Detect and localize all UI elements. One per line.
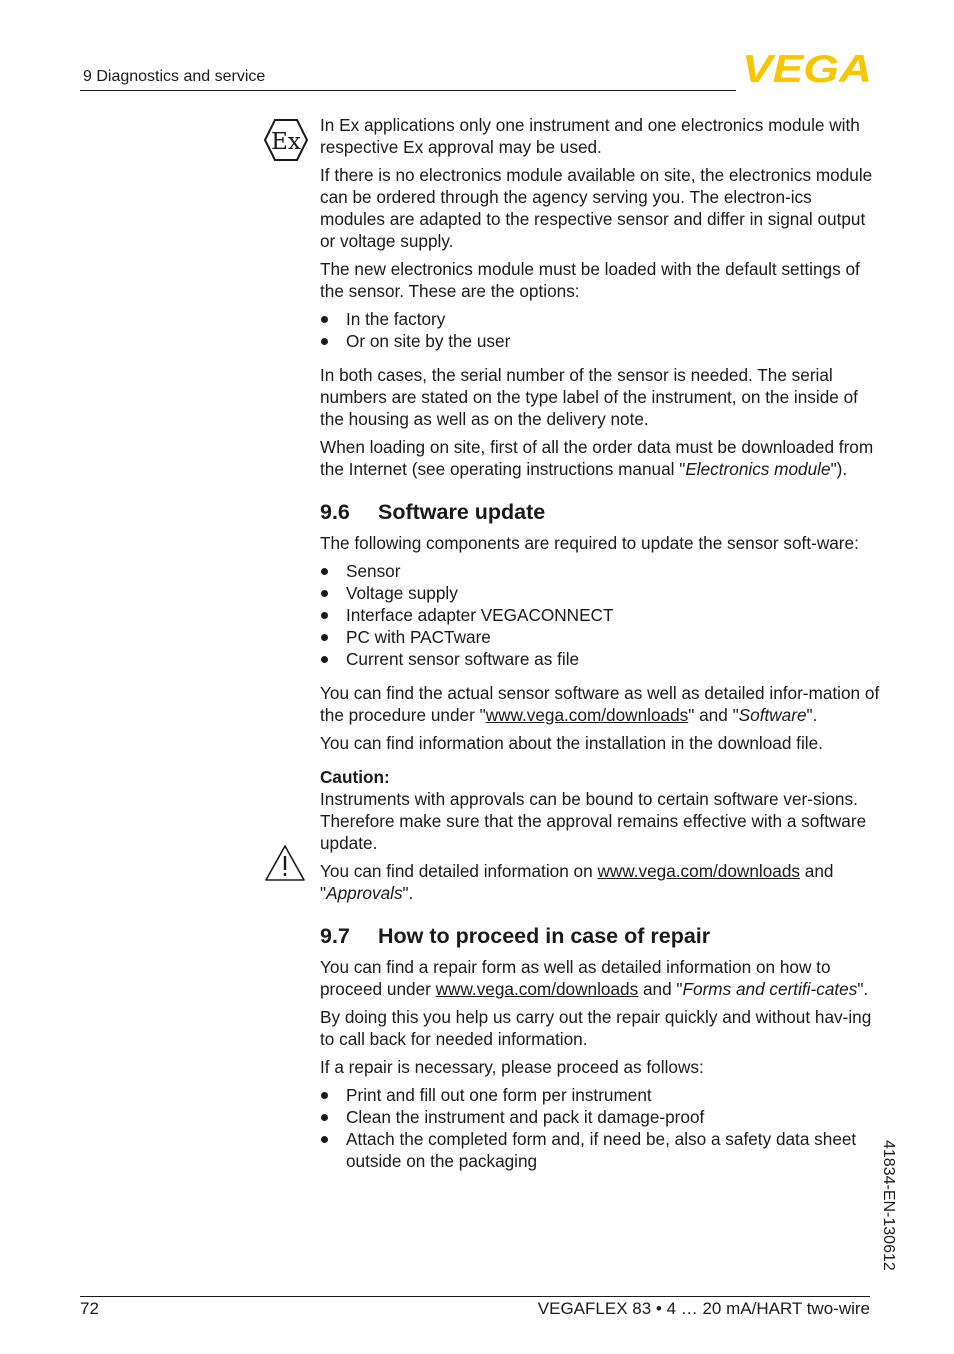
text-run: and " xyxy=(320,861,834,903)
caution-label: Caution: xyxy=(320,767,390,787)
software-components-list xyxy=(320,560,880,670)
list-item: Or on site by the user xyxy=(320,330,880,352)
ex-paragraph-5 xyxy=(320,436,880,480)
page-number: 72 xyxy=(80,1299,99,1318)
ex-approval-icon xyxy=(264,118,308,162)
text-run: "). xyxy=(830,459,848,479)
list-item: Attach the completed form and, if need be, also a safety data sheet outside on the packaging xyxy=(320,1128,880,1172)
text-run: When loading on site, first of all the order data must be downloaded from the Internet (see operating instructions manual " xyxy=(320,437,874,479)
main-content xyxy=(320,114,880,1184)
ex-paragraph-2: If there is no electronics module available on site, the electronics module can be ordered through the agency serving you. The electron-ics modules are adapted to the respective sensor and differ in signal output or voltage supply. xyxy=(320,165,873,251)
downloads-link[interactable]: www.vega.com/downloads xyxy=(485,705,689,725)
section-title: Software update xyxy=(378,500,546,524)
emphasis-approvals: Approvals xyxy=(326,883,403,903)
repair-paragraph-3: If a repair is necessary, please proceed as follows: xyxy=(320,1057,704,1077)
downloads-link[interactable]: www.vega.com/downloads xyxy=(597,861,800,881)
document-code: 41834-EN-130612 xyxy=(880,1140,897,1271)
caution-triangle-icon xyxy=(264,844,306,882)
text-run: You can find detailed information on xyxy=(320,861,598,881)
downloads-link[interactable]: www.vega.com/downloads xyxy=(435,979,639,999)
text-run: ". xyxy=(402,883,414,903)
list-item: Sensor xyxy=(320,560,880,582)
caution-paragraph-2 xyxy=(320,860,880,904)
list-item: Print and fill out one form per instrument xyxy=(320,1084,880,1106)
software-paragraph-2: You can find information about the installation in the download file. xyxy=(320,733,823,753)
ex-paragraph-1: In Ex applications only one instrument and one electronics module with respective Ex approval may be used. xyxy=(320,115,860,157)
software-paragraph-1 xyxy=(320,682,880,726)
ex-paragraph-3: The new electronics module must be loaded with the default settings of the sensor. These are the options: xyxy=(320,259,860,301)
loading-options-list xyxy=(320,308,880,352)
svg-text:Ex: Ex xyxy=(271,129,301,155)
section-number: 9.7 xyxy=(320,924,350,948)
text-run: " and " xyxy=(688,705,739,725)
text-run: You can find a repair form as well as detailed information on how to proceed under xyxy=(320,957,831,999)
header-rule xyxy=(80,90,736,91)
repair-paragraph-2: By doing this you help us carry out the repair quickly and without hav-ing to call back for needed information. xyxy=(320,1007,872,1049)
repair-steps-list xyxy=(320,1084,880,1172)
text-run: You can find the actual sensor software as well as detailed infor-mation of the procedure under " xyxy=(320,683,880,725)
section-title: How to proceed in case of repair xyxy=(378,924,711,948)
text-run: ". xyxy=(806,705,818,725)
list-item: PC with PACTware xyxy=(320,626,880,648)
section-heading-repair xyxy=(320,922,880,950)
repair-paragraph-1 xyxy=(320,956,880,1000)
software-intro: The following components are required to update the sensor soft-ware: xyxy=(320,533,859,553)
list-item: Clean the instrument and pack it damage-proof xyxy=(320,1106,880,1128)
caution-text: Instruments with approvals can be bound to certain software ver-sions. Therefore make sure that the approval remains effective with a software update. xyxy=(320,789,867,853)
section-number: 9.6 xyxy=(320,500,350,524)
ex-paragraph-4: In both cases, the serial number of the sensor is needed. The serial numbers are stated on the type label of the instrument, on the inside of the housing as well as on the delivery note. xyxy=(320,365,858,429)
section-heading-software-update xyxy=(320,498,880,526)
page-header-section: 9 Diagnostics and service xyxy=(83,68,266,85)
text-run: and " xyxy=(638,979,683,999)
vega-logo-text: VEGA xyxy=(742,52,872,84)
list-item: Interface adapter VEGACONNECT xyxy=(320,604,880,626)
footer-product: VEGAFLEX 83 • 4 … 20 mA/HART two-wire xyxy=(537,1299,870,1318)
emphasis-forms: Forms and certifi-cates xyxy=(682,979,858,999)
list-item: In the factory xyxy=(320,308,880,330)
text-run: ". xyxy=(857,979,869,999)
footer-rule xyxy=(80,1296,870,1297)
emphasis-software: Software xyxy=(738,705,807,725)
list-item: Current sensor software as file xyxy=(320,648,880,670)
manual-title: Electronics module xyxy=(685,459,831,479)
vega-logo xyxy=(742,52,872,84)
list-item: Voltage supply xyxy=(320,582,880,604)
